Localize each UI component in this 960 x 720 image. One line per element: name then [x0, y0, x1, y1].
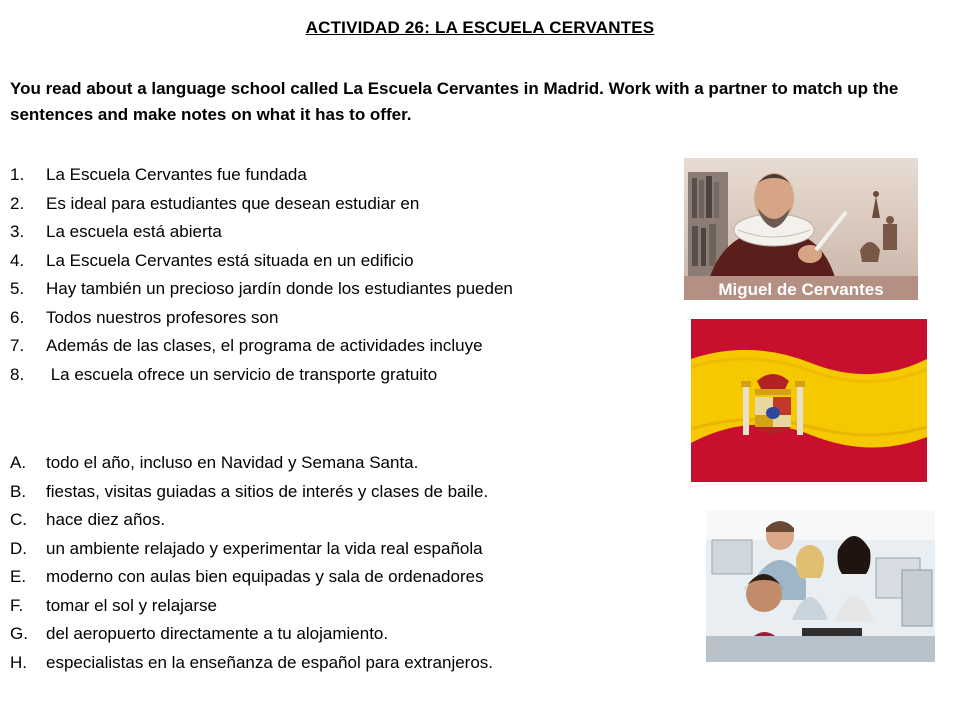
cervantes-illustration — [684, 158, 918, 300]
sentence-ending-text: hace diez años. — [46, 510, 166, 529]
sentence-start-text: Además de las clases, el programa de actividades incluye — [46, 336, 483, 355]
sentence-ending-marker: H. — [10, 652, 27, 672]
sentence-start-item — [10, 218, 513, 247]
sentence-ending-item — [10, 478, 493, 507]
sentence-ending-marker: G. — [10, 624, 28, 643]
sentence-start-marker: 2. — [10, 193, 25, 213]
students-computers-picture — [706, 510, 935, 662]
sentence-ending-item — [10, 620, 493, 649]
sentence-ending-text: moderno con aulas bien equipadas y sala de ordenadores — [46, 567, 484, 586]
cervantes-picture — [684, 158, 918, 300]
sentence-starts-list — [10, 161, 513, 389]
sentence-start-marker: 1. — [10, 165, 25, 184]
sentence-start-item — [10, 304, 513, 333]
spanish-flag-picture — [691, 319, 927, 482]
sentence-start-marker: 8. — [10, 364, 25, 384]
sentence-ending-text: un ambiente relajado y experimentar la vida real española — [46, 538, 483, 558]
sentence-start-item — [10, 275, 513, 304]
sentence-ending-text: del aeropuerto directamente a tu alojamiento. — [46, 624, 389, 643]
sentence-start-text: La Escuela Cervantes está situada en un edificio — [46, 250, 414, 270]
sentence-start-item — [10, 247, 513, 276]
sentence-start-text: Es ideal para estudiantes que desean estudiar en — [46, 193, 420, 213]
cervantes-caption: Miguel de Cervantes — [718, 280, 884, 299]
sentence-endings-list — [10, 449, 493, 677]
sentence-ending-item — [10, 563, 493, 592]
sentence-start-text: La escuela está abierta — [46, 222, 222, 241]
sentence-start-text: Hay también un precioso jardín donde los estudiantes pueden — [46, 279, 513, 298]
sentence-ending-marker: E. — [10, 567, 27, 586]
sentence-start-item — [10, 332, 513, 361]
sentence-ending-marker: D. — [10, 538, 27, 558]
sentence-ending-text: especialistas en la enseñanza de español para extranjeros. — [46, 652, 494, 672]
sentence-start-text: Todos nuestros profesores son — [46, 307, 279, 327]
sentence-ending-item — [10, 449, 493, 478]
sentence-start-marker: 3. — [10, 222, 25, 241]
sentence-start-marker: 7. — [10, 336, 25, 355]
sentence-start-item — [10, 190, 513, 219]
sentence-start-marker: 5. — [10, 279, 25, 298]
sentence-ending-marker: A. — [10, 453, 27, 472]
spanish-flag-illustration — [691, 319, 927, 482]
students-illustration — [706, 510, 935, 662]
sentence-start-item — [10, 361, 513, 390]
sentence-ending-marker: B. — [10, 481, 27, 501]
sentence-ending-item — [10, 535, 493, 564]
sentence-ending-marker: F. — [10, 595, 24, 615]
sentence-ending-item — [10, 592, 493, 621]
sentence-ending-text: todo el año, incluso en Navidad y Semana Santa. — [46, 453, 419, 472]
sentence-ending-text: fiestas, visitas guiadas a sitios de interés y clases de baile. — [46, 481, 489, 501]
sentence-start-item — [10, 161, 513, 190]
instructions-paragraph: You read about a language school called La Escuela Cervantes in Madrid. Work with a partner to match up the sentences and make notes on what it has to offer. — [10, 79, 899, 124]
sentence-start-marker: 6. — [10, 307, 25, 327]
sentence-ending-marker: C. — [10, 510, 27, 529]
sentence-ending-item — [10, 649, 493, 678]
sentence-start-text: La Escuela Cervantes fue fundada — [46, 165, 307, 184]
sentence-ending-text: tomar el sol y relajarse — [46, 595, 218, 615]
page-title: ACTIVIDAD 26: LA ESCUELA CERVANTES — [305, 18, 655, 37]
sentence-ending-item — [10, 506, 493, 535]
sentence-start-text: La escuela ofrece un servicio de transporte gratuito — [46, 364, 438, 384]
sentence-start-marker: 4. — [10, 250, 25, 270]
